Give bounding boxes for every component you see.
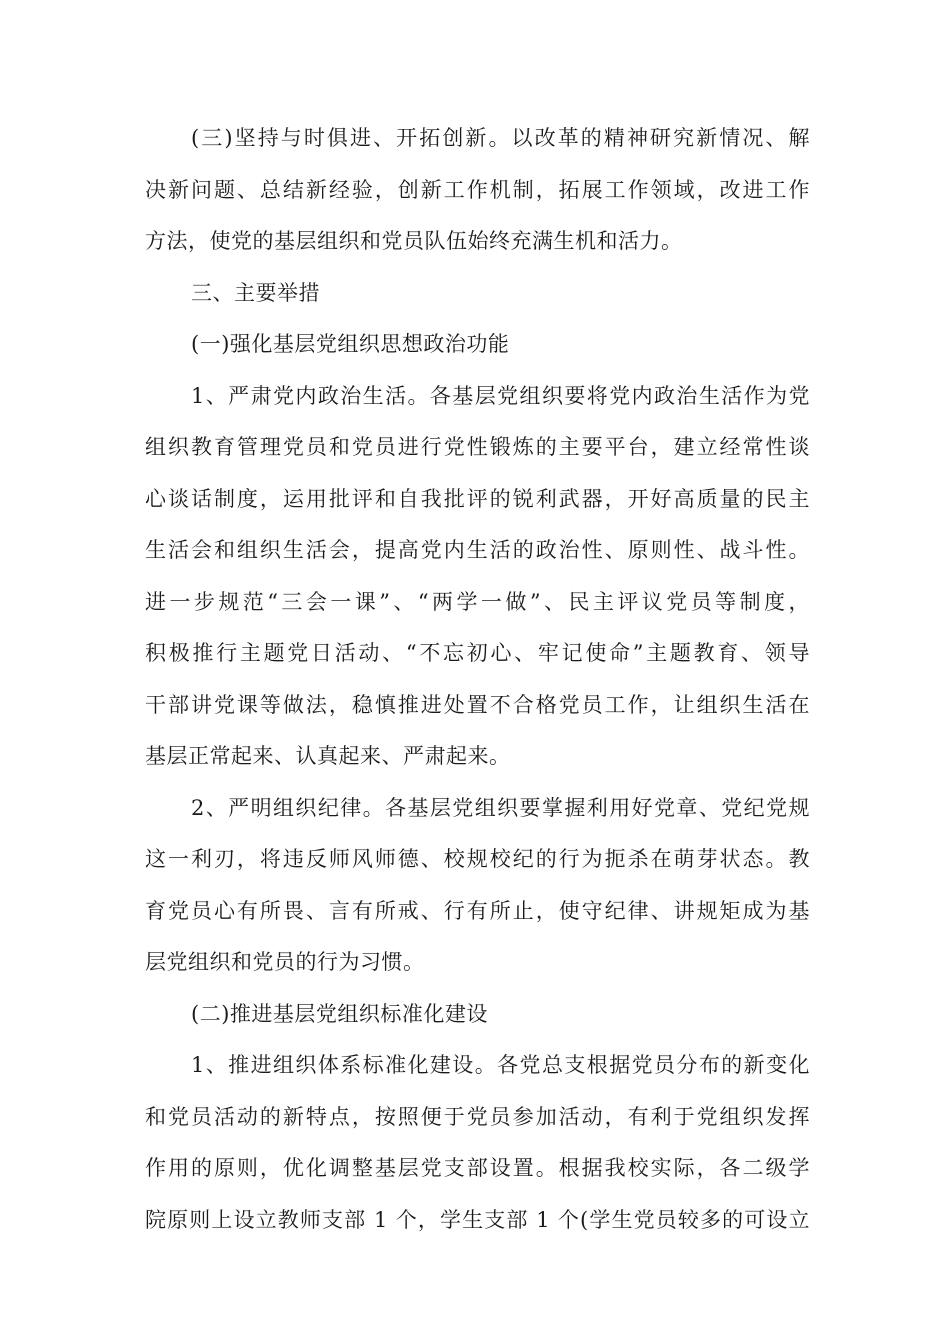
paragraph-line: 心谈话制度，运用批评和自我批评的锐利武器，开好高质量的民主 bbox=[145, 486, 810, 511]
paragraph-line: 这一利刃，将违反师风师德、校规校纪的行为扼杀在萌芽状态。教 bbox=[145, 847, 810, 871]
paragraph-line: 干部讲党课等做法，稳慎推进处置不合格党员工作，让组织生活在 bbox=[145, 692, 810, 717]
paragraph-line: 院原则上设立教师支部 1 个，学生支部 1 个(学生党员较多的可设立 bbox=[145, 1207, 810, 1232]
subsection-heading: (二)推进基层党组织标准化建设 bbox=[191, 1001, 488, 1026]
paragraph-line: 作用的原则，优化调整基层党支部设置。根据我校实际，各二级学 bbox=[145, 1156, 810, 1180]
paragraph-line: 育党员心有所畏、言有所戒、行有所止，使守纪律、讲规矩成为基 bbox=[145, 898, 810, 923]
paragraph-line: (三)坚持与时俱进、开拓创新。以改革的精神研究新情况、解 bbox=[191, 126, 810, 150]
paragraph-line: 1、严肃党内政治生活。各基层党组织要将党内政治生活作为党 bbox=[191, 383, 810, 408]
paragraph-line: 和党员活动的新特点，按照便于党员参加活动，有利于党组织发挥 bbox=[145, 1104, 810, 1129]
paragraph-line: 层党组织和党员的行为习惯。 bbox=[145, 950, 425, 974]
paragraph-line: 决新问题、总结新经验，创新工作机制，拓展工作领域，改进工作 bbox=[145, 177, 810, 202]
paragraph-line: 1、推进组织体系标准化建设。各党总支根据党员分布的新变化 bbox=[191, 1053, 810, 1077]
paragraph-line: 进一步规范“三会一课”、“两学一做”、民主评议党员等制度， bbox=[145, 589, 810, 614]
paragraph-line: 积极推行主题党日活动、“不忘初心、牢记使命”主题教育、领导 bbox=[145, 641, 810, 665]
section-heading: 三、主要举措 bbox=[191, 280, 320, 305]
paragraph-line: 2、严明组织纪律。各基层党组织要掌握利用好党章、党纪党规 bbox=[191, 795, 810, 820]
paragraph-line: 组织教育管理党员和党员进行党性锻炼的主要平台，建立经常性谈 bbox=[145, 435, 810, 459]
paragraph-line: 生活会和组织生活会，提高党内生活的政治性、原则性、战斗性。 bbox=[145, 538, 810, 562]
paragraph-line: 基层正常起来、认真起来、严肃起来。 bbox=[145, 744, 511, 768]
subsection-heading: (一)强化基层党组织思想政治功能 bbox=[191, 332, 510, 356]
paragraph-line: 方法，使党的基层组织和党员队伍始终充满生机和活力。 bbox=[145, 229, 683, 253]
document-body bbox=[145, 113, 810, 1246]
